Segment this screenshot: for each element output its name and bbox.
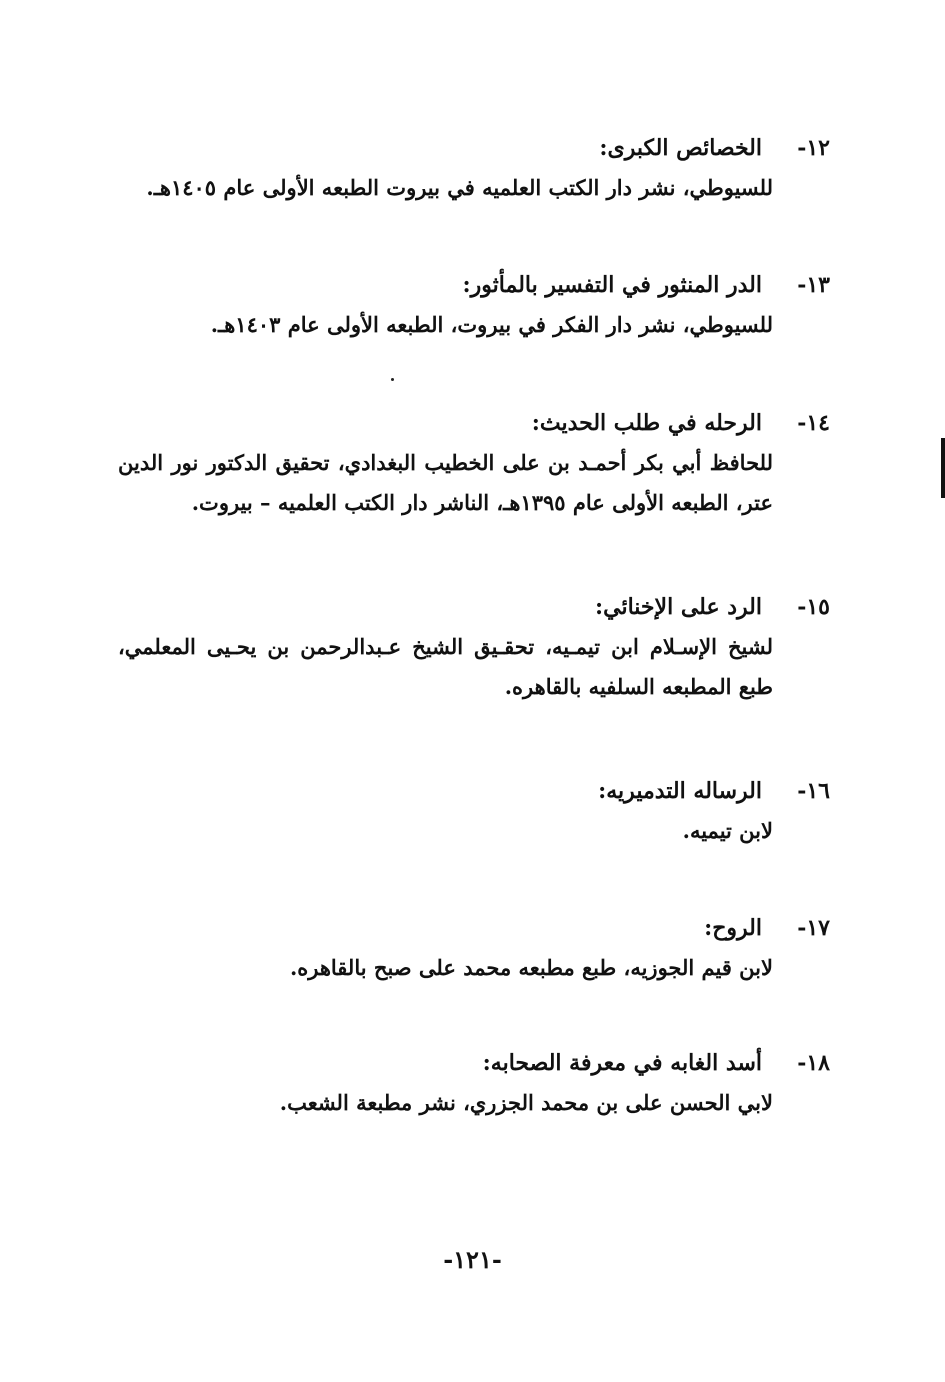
scan-edge-mark xyxy=(941,438,945,498)
reference-entry-12 xyxy=(0,128,945,208)
entry-heading xyxy=(0,403,945,443)
entry-number: ١٧- xyxy=(797,915,830,941)
entry-title: الرد على الإخنائي: xyxy=(595,594,762,620)
entry-description: لابن قيم الجوزيه، طبع مطبعه محمد على صبح بالقاهره. xyxy=(289,955,773,980)
entry-heading xyxy=(0,771,945,811)
entry-title: الخصائص الكبرى: xyxy=(599,135,762,161)
entry-description: للسيوطي، نشر دار الفكر في بيروت، الطبعه الأولى عام ١٤٠٣هـ. xyxy=(210,312,773,337)
entry-description: لابي الحسن على بن محمد الجزري، نشر مطبعة الشعب. xyxy=(279,1090,773,1115)
entry-heading xyxy=(0,908,945,948)
entry-number: ١٦- xyxy=(797,778,830,804)
entry-description: للسيوطي، نشر دار الكتب العلميه في بيروت الطبعه الأولى عام ١٤٠٥هـ. xyxy=(146,175,773,200)
entry-title: أسد الغابه في معرفة الصحابه: xyxy=(482,1050,762,1076)
entry-number: ١٣- xyxy=(797,272,830,298)
entry-heading xyxy=(0,587,945,627)
entry-title: الرساله التدميريه: xyxy=(598,778,762,804)
reference-entry-15 xyxy=(0,587,945,707)
stray-dot xyxy=(391,378,394,381)
entry-number: ١٨- xyxy=(797,1050,830,1076)
entry-number: ١٥- xyxy=(797,594,830,620)
entry-description: للحافظ أبي بكر أحمـد بن على الخطيب البغدادي، تحقيق الدكتور نور الدين عتر، الطبعه الأولى عام ١٣٩٥هـ، الناشر دار الكتب العلميه – بيروت. xyxy=(118,450,773,515)
entry-heading xyxy=(0,1043,945,1083)
entry-description: لابن تيميه. xyxy=(682,818,773,843)
reference-entry-13 xyxy=(0,265,945,345)
entry-title: الرحله في طلب الحديث: xyxy=(531,410,762,436)
entry-number: ١٢- xyxy=(797,135,830,161)
entry-heading xyxy=(0,128,945,168)
page-number: -١٢١- xyxy=(443,1245,502,1274)
entry-title: الروح: xyxy=(704,915,762,941)
reference-entry-17 xyxy=(0,908,945,988)
entry-description: لشيخ الإسـلام ابن تيمـيه، تحقـيق الشيخ عـبدالرحمن بن يحـيى المعلمي، طبع المطبعه السلفيه بالقاهره. xyxy=(118,634,773,699)
reference-entry-14 xyxy=(0,403,945,523)
entry-heading xyxy=(0,265,945,305)
entry-number: ١٤- xyxy=(797,410,830,436)
entry-title: الدر المنثور في التفسير بالمأثور: xyxy=(462,272,762,298)
reference-entry-18 xyxy=(0,1043,945,1123)
reference-entry-16 xyxy=(0,771,945,851)
